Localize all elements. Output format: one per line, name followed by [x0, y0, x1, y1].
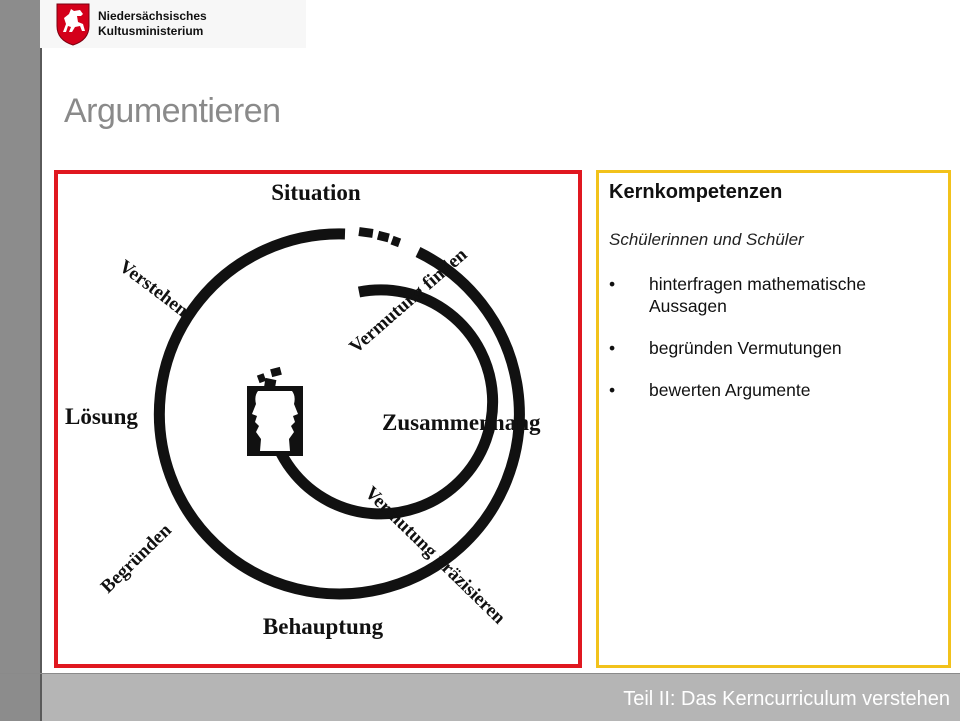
label-zusammenhang: Zusammenhang	[382, 410, 541, 435]
ministry-name-line2: Kultusministerium	[98, 24, 204, 38]
spiral-dash	[377, 231, 390, 242]
spiral-dash	[391, 236, 402, 247]
footer-bar	[0, 673, 960, 721]
bullet-icon: •	[609, 274, 616, 294]
label-situation: Situation	[271, 180, 361, 205]
label-vermutung-finden: Vermutung finden	[345, 244, 472, 358]
vase-faces-illusion-icon	[247, 386, 303, 456]
kernkompetenzen-subtitle: Schülerinnen und Schüler	[609, 230, 804, 249]
footer-left-block	[0, 674, 42, 721]
spiral-dash	[270, 367, 282, 377]
label-verstehen: Verstehen	[115, 255, 193, 322]
bullet-icon: •	[609, 380, 616, 400]
kernkompetenzen-title: Kernkompetenzen	[609, 181, 783, 203]
ministry-name	[98, 9, 207, 39]
label-vermutung-praezisieren: Vermutung präzisieren	[360, 482, 510, 629]
list-item	[609, 379, 939, 401]
left-sidebar-bar	[0, 0, 42, 720]
list-item-text: bewerten Argumente	[649, 380, 811, 400]
niedersachsen-horse-emblem-icon	[54, 2, 92, 46]
kernkompetenzen-list	[609, 273, 939, 421]
list-item-text: hinterfragen mathematische Aussagen	[649, 274, 866, 316]
page-title: Argumentieren	[64, 92, 281, 130]
label-begruenden: Begründen	[96, 519, 176, 598]
spiral-diagram-svg	[58, 174, 578, 664]
kernkompetenzen-panel	[596, 170, 951, 668]
label-loesung: Lösung	[65, 404, 138, 429]
spiral-dash	[257, 373, 266, 383]
list-item	[609, 337, 939, 359]
ministry-name-line1: Niedersächsisches	[98, 9, 207, 23]
list-item	[609, 273, 939, 317]
ministry-logo	[40, 0, 306, 48]
label-behauptung: Behauptung	[262, 614, 384, 639]
spiral-dash	[358, 227, 373, 238]
footer-text: Teil II: Das Kerncurriculum verstehen	[623, 688, 950, 710]
list-item-text: begründen Vermutungen	[649, 338, 842, 358]
bullet-icon: •	[609, 338, 616, 358]
argument-spiral-diagram	[54, 170, 582, 668]
